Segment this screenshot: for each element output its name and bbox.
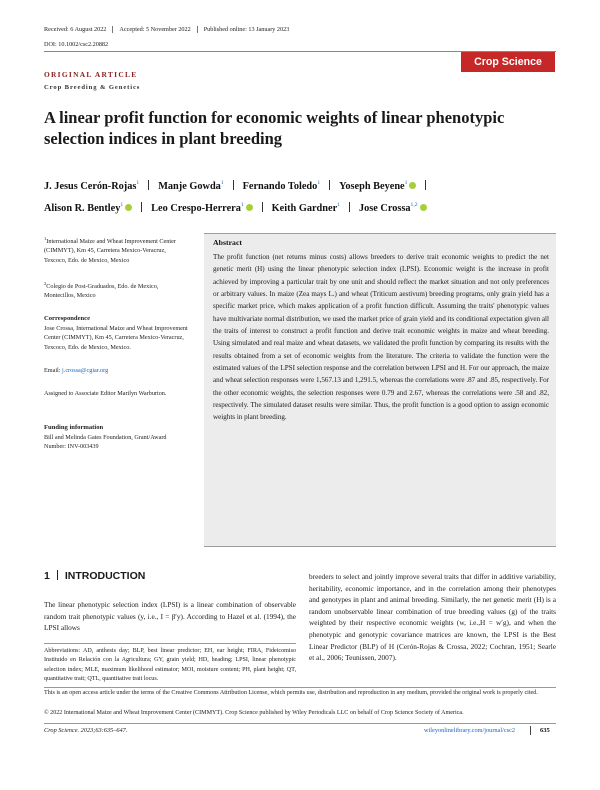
correspondence-heading: Correspondence	[44, 315, 91, 322]
author[interactable]: Yoseph Beyene$^1$	[339, 181, 416, 192]
correspondence-text: Jose Crossa, International Maize and Wheat Improvement Center (CIMMYT), Km 45, Carretera Mexico-Veracruz, Texcoco, Edo. de Mexico, Mexico.	[44, 325, 188, 351]
journal-badge[interactable]: Crop Science	[461, 52, 555, 72]
article-type: ORIGINAL ARTICLE	[44, 70, 138, 79]
affiliation-1: $^1$International Maize and Wheat Improvement Center (CIMMYT), Km 45, Carretera Mexico-Veracruz, Texcoco, Edo. de Mexico, Mexico	[44, 236, 176, 264]
author[interactable]: Fernando Toledo$^1$	[242, 180, 321, 192]
journal-website-link[interactable]: wileyonlinelibrary.com/journal/csc2	[424, 727, 516, 734]
orcid-icon[interactable]	[125, 204, 132, 211]
author[interactable]: Jose Crossa$^{1,2}$	[359, 203, 427, 214]
funding-text: Bill and Melinda Gates Foundation, Grant/Award Number: INV-003439	[44, 434, 167, 451]
author[interactable]: Alison R. Bentley$^1$	[44, 203, 132, 214]
abstract-heading: Abstract	[213, 238, 243, 247]
orcid-icon[interactable]	[409, 182, 416, 189]
doi[interactable]: DOI: 10.1002/csc2.20882	[44, 41, 109, 48]
affiliation-2: $^2$Colegio de Post-Graduados, Edo. de Mexico, Montecillos, Mexico	[44, 281, 159, 300]
footer-divider	[44, 687, 556, 688]
journal-citation: Crop Science. 2023;63:635–647.	[44, 727, 128, 734]
intro-right-paragraph: breeders to select and jointly improve several traits that differ in additive variability, heritability, economic importance, and in the correlation among their phenotypes and genotypes in plant and animal breeding. Similarly, the net genetic merit (H) is a random unobservable linear combination of true breeding values (g) of the traits weighted by their respective economic weights (w, i.e.,H = w′g), and when the phenotypic and genotypic covariance matrices are known, the LPSI is the Best Linear Predictor (BLP) of H (Cerón-Rojas & Crossa, 2022; Cochran, 1951; Searle et al., 2006; Teunissen, 2007).	[309, 572, 556, 663]
associate-editor: Assigned to Associate Editor Marilyn Warburton.	[44, 390, 167, 397]
accepted-date: Accepted: 5 November 2022	[119, 26, 191, 33]
author[interactable]: J. Jesus Cerón-Rojas$^1$	[44, 180, 140, 192]
correspondence-email: Email: j.crossa@cgiar.org	[44, 367, 109, 374]
introduction-heading: 1 INTRODUCTION	[44, 570, 146, 582]
published-date: Published online: 13 January 2023	[203, 26, 290, 33]
abbreviations: Abbreviations: AD, anthesis day; BLP, best linear predictor; EH, ear height; FIRA, Fideicomiso Instituido en Relación con la Agricultura; GY, grain yield; HD, heading; LPSI, linear phenotypic selection index; MLE, maximum likelihood estimator; MOI, moisture content; PH, plant height; QT, quantitative trait; QTL, quantitative trait locus.	[44, 648, 296, 682]
bottom-divider	[44, 723, 556, 724]
author-list	[44, 174, 564, 218]
abbreviations-divider	[44, 643, 296, 644]
author[interactable]: Leo Crespo-Herrera$^1$	[151, 203, 252, 214]
abstract-text: The profit function (net returns minus costs) allows breeders to derive trait economic weights to predict the net genetic merit (H) using the linear phenotypic selection index (LPSI). Economic weight is the increase in profit achieved by improving a particular trait by one unit and should reflect the market situation and not only preferences or arbitrary values. In maize (Zea mays L.) and wheat (Triticum aestivum) breeding programs, only grain yield has a specific market price, which makes application of a profit function difficult. Assuming the traits' phenotypic values have multivariate normal distribution, we used the market price of grain yield and its conditional expectation given all the traits of interest to construct a profit function and derive trait economic weights in maize and wheat breeding. Using simulated and real maize and wheat datasets, we validated the profit function by comparing its results with the results obtained from a set of economic weights from the literature. The criteria to validate the function were the estimated values of the LPSI selection response and the correlation between LPSI and H. For our approach, the maize and wheat selection responses were 1,567.13 and 1,291.5, whereas the correlations were .87 and .85, respectively. For the other economic weights, the selection responses were 0.79 and 2.67, whereas the correlations were .58 and .82, respectively. The simulated dataset results were similar. Thus, the profit function is a good option to assign economic weights in plant breeding.	[213, 253, 549, 422]
article-title: A linear profit function for economic weights of linear phenotypic selection indices in plant breeding	[44, 108, 505, 148]
page-number: 635	[540, 727, 550, 734]
page-separator	[530, 726, 531, 735]
license-note: This is an open access article under the terms of the Creative Commons Attribution License, which permits use, distribution and reproduction in any medium, provided the original work is properly cited.	[44, 690, 538, 696]
funding-heading: Funding information	[44, 424, 104, 431]
copyright-note: © 2022 International Maize and Wheat Improvement Center (CIMMYT). Crop Science published by Wiley Periodicals LLC on behalf of Crop Science Society of America.	[44, 710, 464, 716]
author[interactable]: Manje Gowda$^1$	[158, 180, 224, 192]
orcid-icon[interactable]	[246, 204, 253, 211]
received-date: Received: 6 August 2022	[44, 26, 107, 33]
orcid-icon[interactable]	[420, 204, 427, 211]
intro-left-paragraph: The linear phenotypic selection index (LPSI) is a linear combination of observable random trait phenotypic values (y, i.e., I = β′y). According to Hazel et al. (1994), the LPSI allows	[44, 600, 296, 633]
author[interactable]: Keith Gardner$^1$	[271, 202, 340, 214]
publication-dates	[44, 26, 289, 33]
email-link[interactable]: j.crossa@cgiar.org	[62, 367, 109, 374]
article-section: Crop Breeding & Genetics	[44, 84, 141, 91]
